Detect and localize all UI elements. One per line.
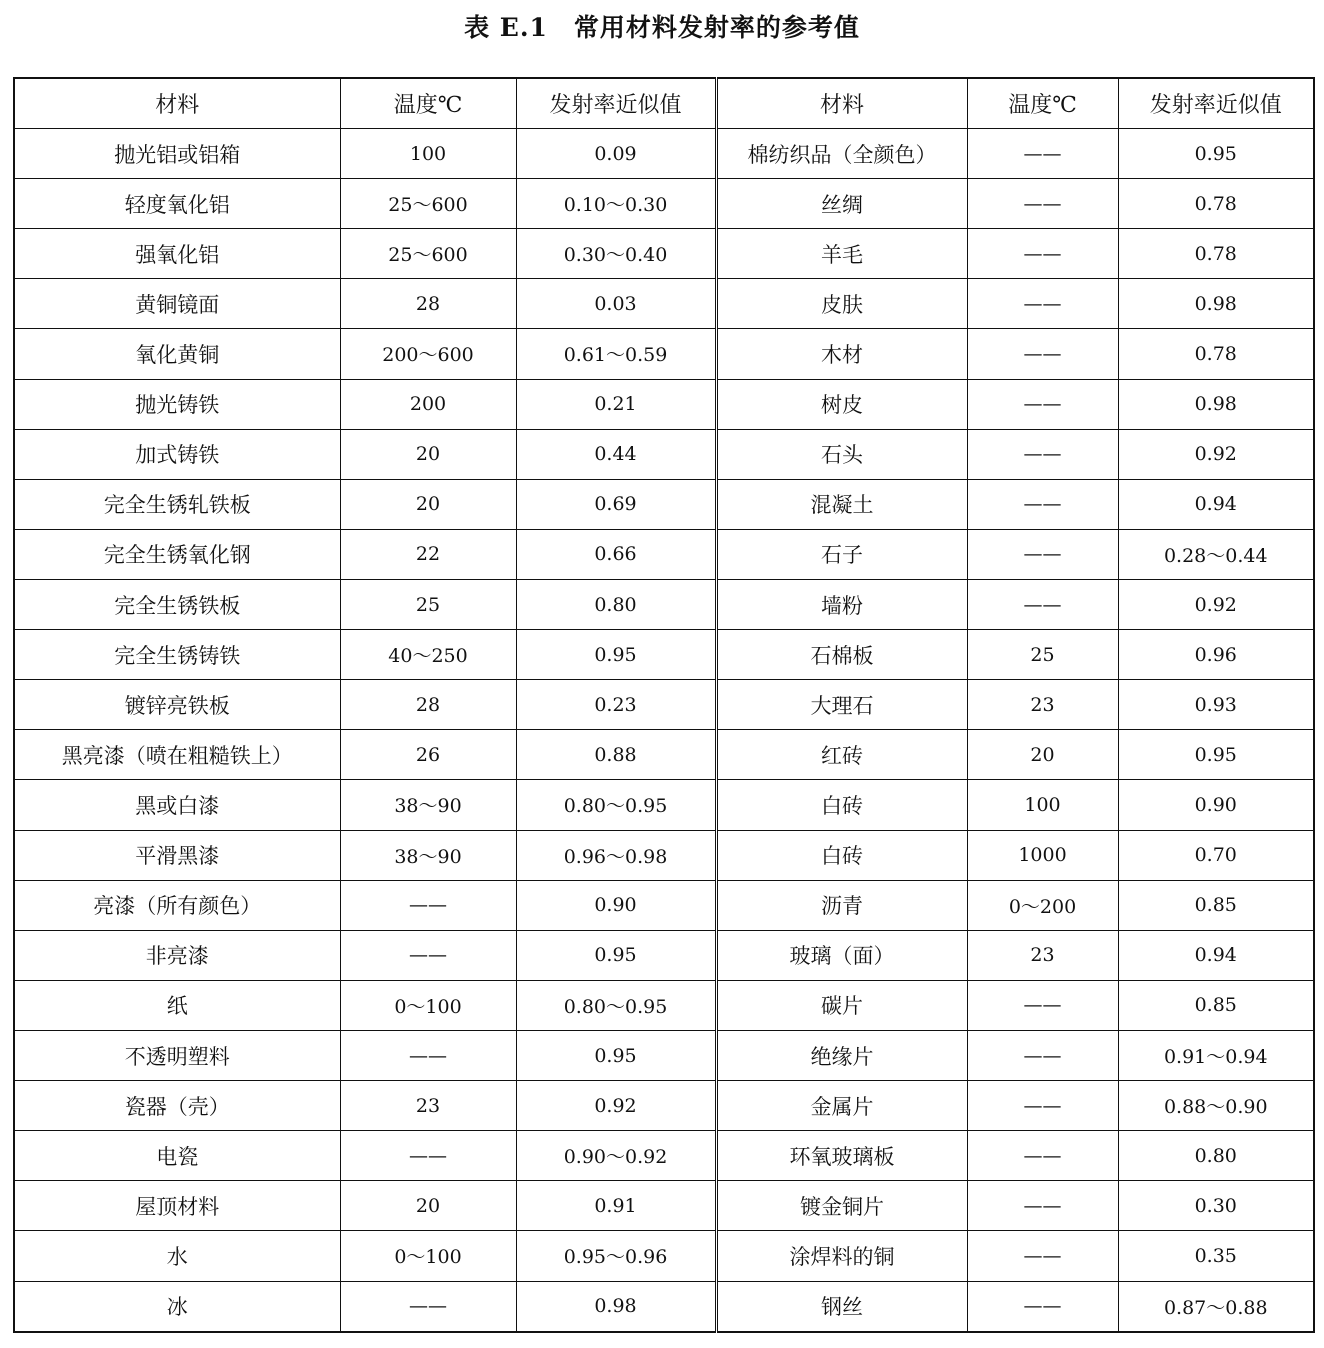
cell-emissivity-right: 0.93	[1118, 680, 1314, 730]
cell-temperature-left: 38～90	[340, 830, 516, 880]
cell-emissivity-left: 0.30～0.40	[516, 229, 716, 279]
cell-material-left: 强氧化铝	[14, 229, 340, 279]
cell-material-right: 大理石	[716, 680, 967, 730]
header-material-left: 材料	[14, 78, 340, 129]
cell-material-right: 墙粉	[716, 579, 967, 629]
cell-material-right: 红砖	[716, 730, 967, 780]
cell-emissivity-left: 0.80～0.95	[516, 980, 716, 1030]
cell-emissivity-right: 0.92	[1118, 429, 1314, 479]
cell-material-right: 羊毛	[716, 229, 967, 279]
cell-material-right: 金属片	[716, 1081, 967, 1131]
cell-material-left: 非亮漆	[14, 930, 340, 980]
table-row	[14, 529, 1314, 579]
cell-emissivity-left: 0.61～0.59	[516, 329, 716, 379]
cell-emissivity-right: 0.98	[1118, 279, 1314, 329]
cell-temperature-left: 28	[340, 279, 516, 329]
cell-emissivity-left: 0.10～0.30	[516, 179, 716, 229]
cell-emissivity-left: 0.95	[516, 930, 716, 980]
cell-emissivity-right: 0.92	[1118, 579, 1314, 629]
cell-temperature-left: 200	[340, 379, 516, 429]
cell-temperature-left: 200～600	[340, 329, 516, 379]
cell-emissivity-right: 0.85	[1118, 880, 1314, 930]
cell-material-right: 石头	[716, 429, 967, 479]
cell-emissivity-left: 0.03	[516, 279, 716, 329]
table-row	[14, 930, 1314, 980]
cell-temperature-left: 28	[340, 680, 516, 730]
cell-temperature-right: ——	[967, 1131, 1118, 1181]
cell-temperature-left: ——	[340, 1030, 516, 1080]
cell-material-right: 树皮	[716, 379, 967, 429]
cell-temperature-right: 23	[967, 680, 1118, 730]
cell-material-right: 绝缘片	[716, 1030, 967, 1080]
cell-emissivity-left: 0.23	[516, 680, 716, 730]
cell-material-right: 石棉板	[716, 630, 967, 680]
cell-temperature-right: ——	[967, 429, 1118, 479]
table-row	[14, 129, 1314, 179]
table-row	[14, 980, 1314, 1030]
cell-temperature-right: 1000	[967, 830, 1118, 880]
cell-material-right: 白砖	[716, 780, 967, 830]
cell-temperature-right: 20	[967, 730, 1118, 780]
cell-temperature-right: ——	[967, 279, 1118, 329]
cell-temperature-left: 40～250	[340, 630, 516, 680]
cell-material-right: 碳片	[716, 980, 967, 1030]
cell-emissivity-right: 0.90	[1118, 780, 1314, 830]
cell-material-left: 纸	[14, 980, 340, 1030]
cell-material-left: 黑或白漆	[14, 780, 340, 830]
cell-material-left: 完全生锈铁板	[14, 579, 340, 629]
cell-material-left: 完全生锈氧化钢	[14, 529, 340, 579]
cell-material-left: 完全生锈轧铁板	[14, 479, 340, 529]
cell-emissivity-right: 0.28～0.44	[1118, 529, 1314, 579]
table-row	[14, 329, 1314, 379]
cell-emissivity-right: 0.88～0.90	[1118, 1081, 1314, 1131]
cell-material-right: 镀金铜片	[716, 1181, 967, 1231]
table-row	[14, 1081, 1314, 1131]
cell-material-left: 抛光铝或铝箱	[14, 129, 340, 179]
cell-emissivity-left: 0.90～0.92	[516, 1131, 716, 1181]
table-body	[14, 129, 1314, 1333]
cell-temperature-left: 20	[340, 429, 516, 479]
table-row	[14, 429, 1314, 479]
cell-material-left: 镀锌亮铁板	[14, 680, 340, 730]
cell-emissivity-left: 0.90	[516, 880, 716, 930]
cell-emissivity-right: 0.78	[1118, 229, 1314, 279]
cell-emissivity-left: 0.96～0.98	[516, 830, 716, 880]
cell-material-left: 氧化黄铜	[14, 329, 340, 379]
table-row	[14, 1281, 1314, 1332]
cell-material-right: 混凝土	[716, 479, 967, 529]
cell-temperature-right: ——	[967, 479, 1118, 529]
cell-emissivity-right: 0.35	[1118, 1231, 1314, 1281]
cell-material-left: 屋顶材料	[14, 1181, 340, 1231]
cell-material-right: 钢丝	[716, 1281, 967, 1332]
cell-material-left: 平滑黑漆	[14, 830, 340, 880]
cell-material-right: 木材	[716, 329, 967, 379]
cell-material-left: 完全生锈铸铁	[14, 630, 340, 680]
cell-emissivity-right: 0.91～0.94	[1118, 1030, 1314, 1080]
header-material-right: 材料	[716, 78, 967, 129]
cell-temperature-left: ——	[340, 880, 516, 930]
table-row	[14, 630, 1314, 680]
cell-material-right: 皮肤	[716, 279, 967, 329]
cell-emissivity-right: 0.80	[1118, 1131, 1314, 1181]
cell-temperature-right: 100	[967, 780, 1118, 830]
table-row	[14, 579, 1314, 629]
cell-material-left: 加式铸铁	[14, 429, 340, 479]
cell-emissivity-left: 0.66	[516, 529, 716, 579]
table-row	[14, 229, 1314, 279]
table-number: 表 E.1	[464, 13, 548, 42]
cell-temperature-left: 0～100	[340, 1231, 516, 1281]
cell-temperature-left: 25～600	[340, 229, 516, 279]
cell-emissivity-right: 0.87～0.88	[1118, 1281, 1314, 1332]
cell-emissivity-right: 0.70	[1118, 830, 1314, 880]
cell-emissivity-left: 0.98	[516, 1281, 716, 1332]
cell-emissivity-left: 0.95～0.96	[516, 1231, 716, 1281]
cell-temperature-left: ——	[340, 1281, 516, 1332]
cell-material-right: 环氧玻璃板	[716, 1131, 967, 1181]
table-row	[14, 1231, 1314, 1281]
table-row	[14, 880, 1314, 930]
cell-emissivity-right: 0.78	[1118, 179, 1314, 229]
table-row	[14, 730, 1314, 780]
table-row	[14, 1181, 1314, 1231]
cell-temperature-right: ——	[967, 179, 1118, 229]
cell-temperature-left: 100	[340, 129, 516, 179]
header-row	[14, 78, 1314, 129]
cell-material-left: 黑亮漆（喷在粗糙铁上）	[14, 730, 340, 780]
cell-emissivity-left: 0.95	[516, 1030, 716, 1080]
cell-material-right: 涂焊料的铜	[716, 1231, 967, 1281]
cell-emissivity-right: 0.94	[1118, 479, 1314, 529]
cell-temperature-left: 26	[340, 730, 516, 780]
cell-emissivity-right: 0.78	[1118, 329, 1314, 379]
cell-temperature-left: 25	[340, 579, 516, 629]
cell-material-left: 电瓷	[14, 1131, 340, 1181]
cell-emissivity-right: 0.94	[1118, 930, 1314, 980]
cell-material-right: 棉纺织品（全颜色）	[716, 129, 967, 179]
cell-temperature-right: 23	[967, 930, 1118, 980]
cell-emissivity-right: 0.96	[1118, 630, 1314, 680]
cell-emissivity-right: 0.30	[1118, 1181, 1314, 1231]
cell-material-left: 瓷器（壳）	[14, 1081, 340, 1131]
table-row	[14, 479, 1314, 529]
cell-emissivity-left: 0.92	[516, 1081, 716, 1131]
cell-emissivity-left: 0.95	[516, 630, 716, 680]
cell-temperature-right: ——	[967, 1231, 1118, 1281]
cell-emissivity-right: 0.85	[1118, 980, 1314, 1030]
table-row	[14, 780, 1314, 830]
cell-temperature-left: 20	[340, 1181, 516, 1231]
table-row	[14, 379, 1314, 429]
cell-emissivity-left: 0.09	[516, 129, 716, 179]
cell-emissivity-left: 0.21	[516, 379, 716, 429]
header-emissivity-right: 发射率近似值	[1118, 78, 1314, 129]
cell-temperature-right: ——	[967, 379, 1118, 429]
cell-temperature-right: ——	[967, 1181, 1118, 1231]
cell-emissivity-right: 0.95	[1118, 730, 1314, 780]
table-row	[14, 830, 1314, 880]
cell-material-right: 石子	[716, 529, 967, 579]
cell-temperature-right: ——	[967, 329, 1118, 379]
cell-emissivity-left: 0.91	[516, 1181, 716, 1231]
cell-emissivity-left: 0.80～0.95	[516, 780, 716, 830]
emissivity-table	[13, 77, 1315, 1333]
cell-emissivity-left: 0.88	[516, 730, 716, 780]
cell-temperature-right: ——	[967, 980, 1118, 1030]
cell-emissivity-left: 0.80	[516, 579, 716, 629]
cell-material-left: 抛光铸铁	[14, 379, 340, 429]
cell-temperature-left: ——	[340, 1131, 516, 1181]
cell-temperature-right: ——	[967, 1281, 1118, 1332]
cell-emissivity-left: 0.69	[516, 479, 716, 529]
cell-temperature-left: 25～600	[340, 179, 516, 229]
header-temperature-right: 温度℃	[967, 78, 1118, 129]
cell-emissivity-left: 0.44	[516, 429, 716, 479]
cell-temperature-right: ——	[967, 129, 1118, 179]
table-row	[14, 680, 1314, 730]
table-title	[0, 10, 1324, 46]
cell-material-right: 白砖	[716, 830, 967, 880]
cell-emissivity-right: 0.98	[1118, 379, 1314, 429]
cell-material-right: 沥青	[716, 880, 967, 930]
cell-temperature-left: 23	[340, 1081, 516, 1131]
cell-material-left: 水	[14, 1231, 340, 1281]
cell-temperature-left: 38～90	[340, 780, 516, 830]
cell-temperature-right: ——	[967, 1030, 1118, 1080]
cell-material-right: 玻璃（面）	[716, 930, 967, 980]
cell-temperature-right: 25	[967, 630, 1118, 680]
header-emissivity-left: 发射率近似值	[516, 78, 716, 129]
cell-temperature-right: ——	[967, 229, 1118, 279]
table-row	[14, 179, 1314, 229]
cell-material-left: 黄铜镜面	[14, 279, 340, 329]
cell-temperature-left: 20	[340, 479, 516, 529]
cell-material-left: 轻度氧化铝	[14, 179, 340, 229]
table-row	[14, 1030, 1314, 1080]
cell-material-left: 不透明塑料	[14, 1030, 340, 1080]
table-row	[14, 279, 1314, 329]
cell-temperature-left: 22	[340, 529, 516, 579]
cell-temperature-right: 0～200	[967, 880, 1118, 930]
cell-temperature-right: ——	[967, 1081, 1118, 1131]
cell-material-left: 亮漆（所有颜色）	[14, 880, 340, 930]
header-temperature-left: 温度℃	[340, 78, 516, 129]
cell-temperature-right: ——	[967, 529, 1118, 579]
table-row	[14, 1131, 1314, 1181]
cell-temperature-left: 0～100	[340, 980, 516, 1030]
cell-emissivity-right: 0.95	[1118, 129, 1314, 179]
cell-material-right: 丝绸	[716, 179, 967, 229]
cell-material-left: 冰	[14, 1281, 340, 1332]
cell-temperature-right: ——	[967, 579, 1118, 629]
table-caption: 常用材料发射率的参考值	[573, 13, 860, 42]
cell-temperature-left: ——	[340, 930, 516, 980]
